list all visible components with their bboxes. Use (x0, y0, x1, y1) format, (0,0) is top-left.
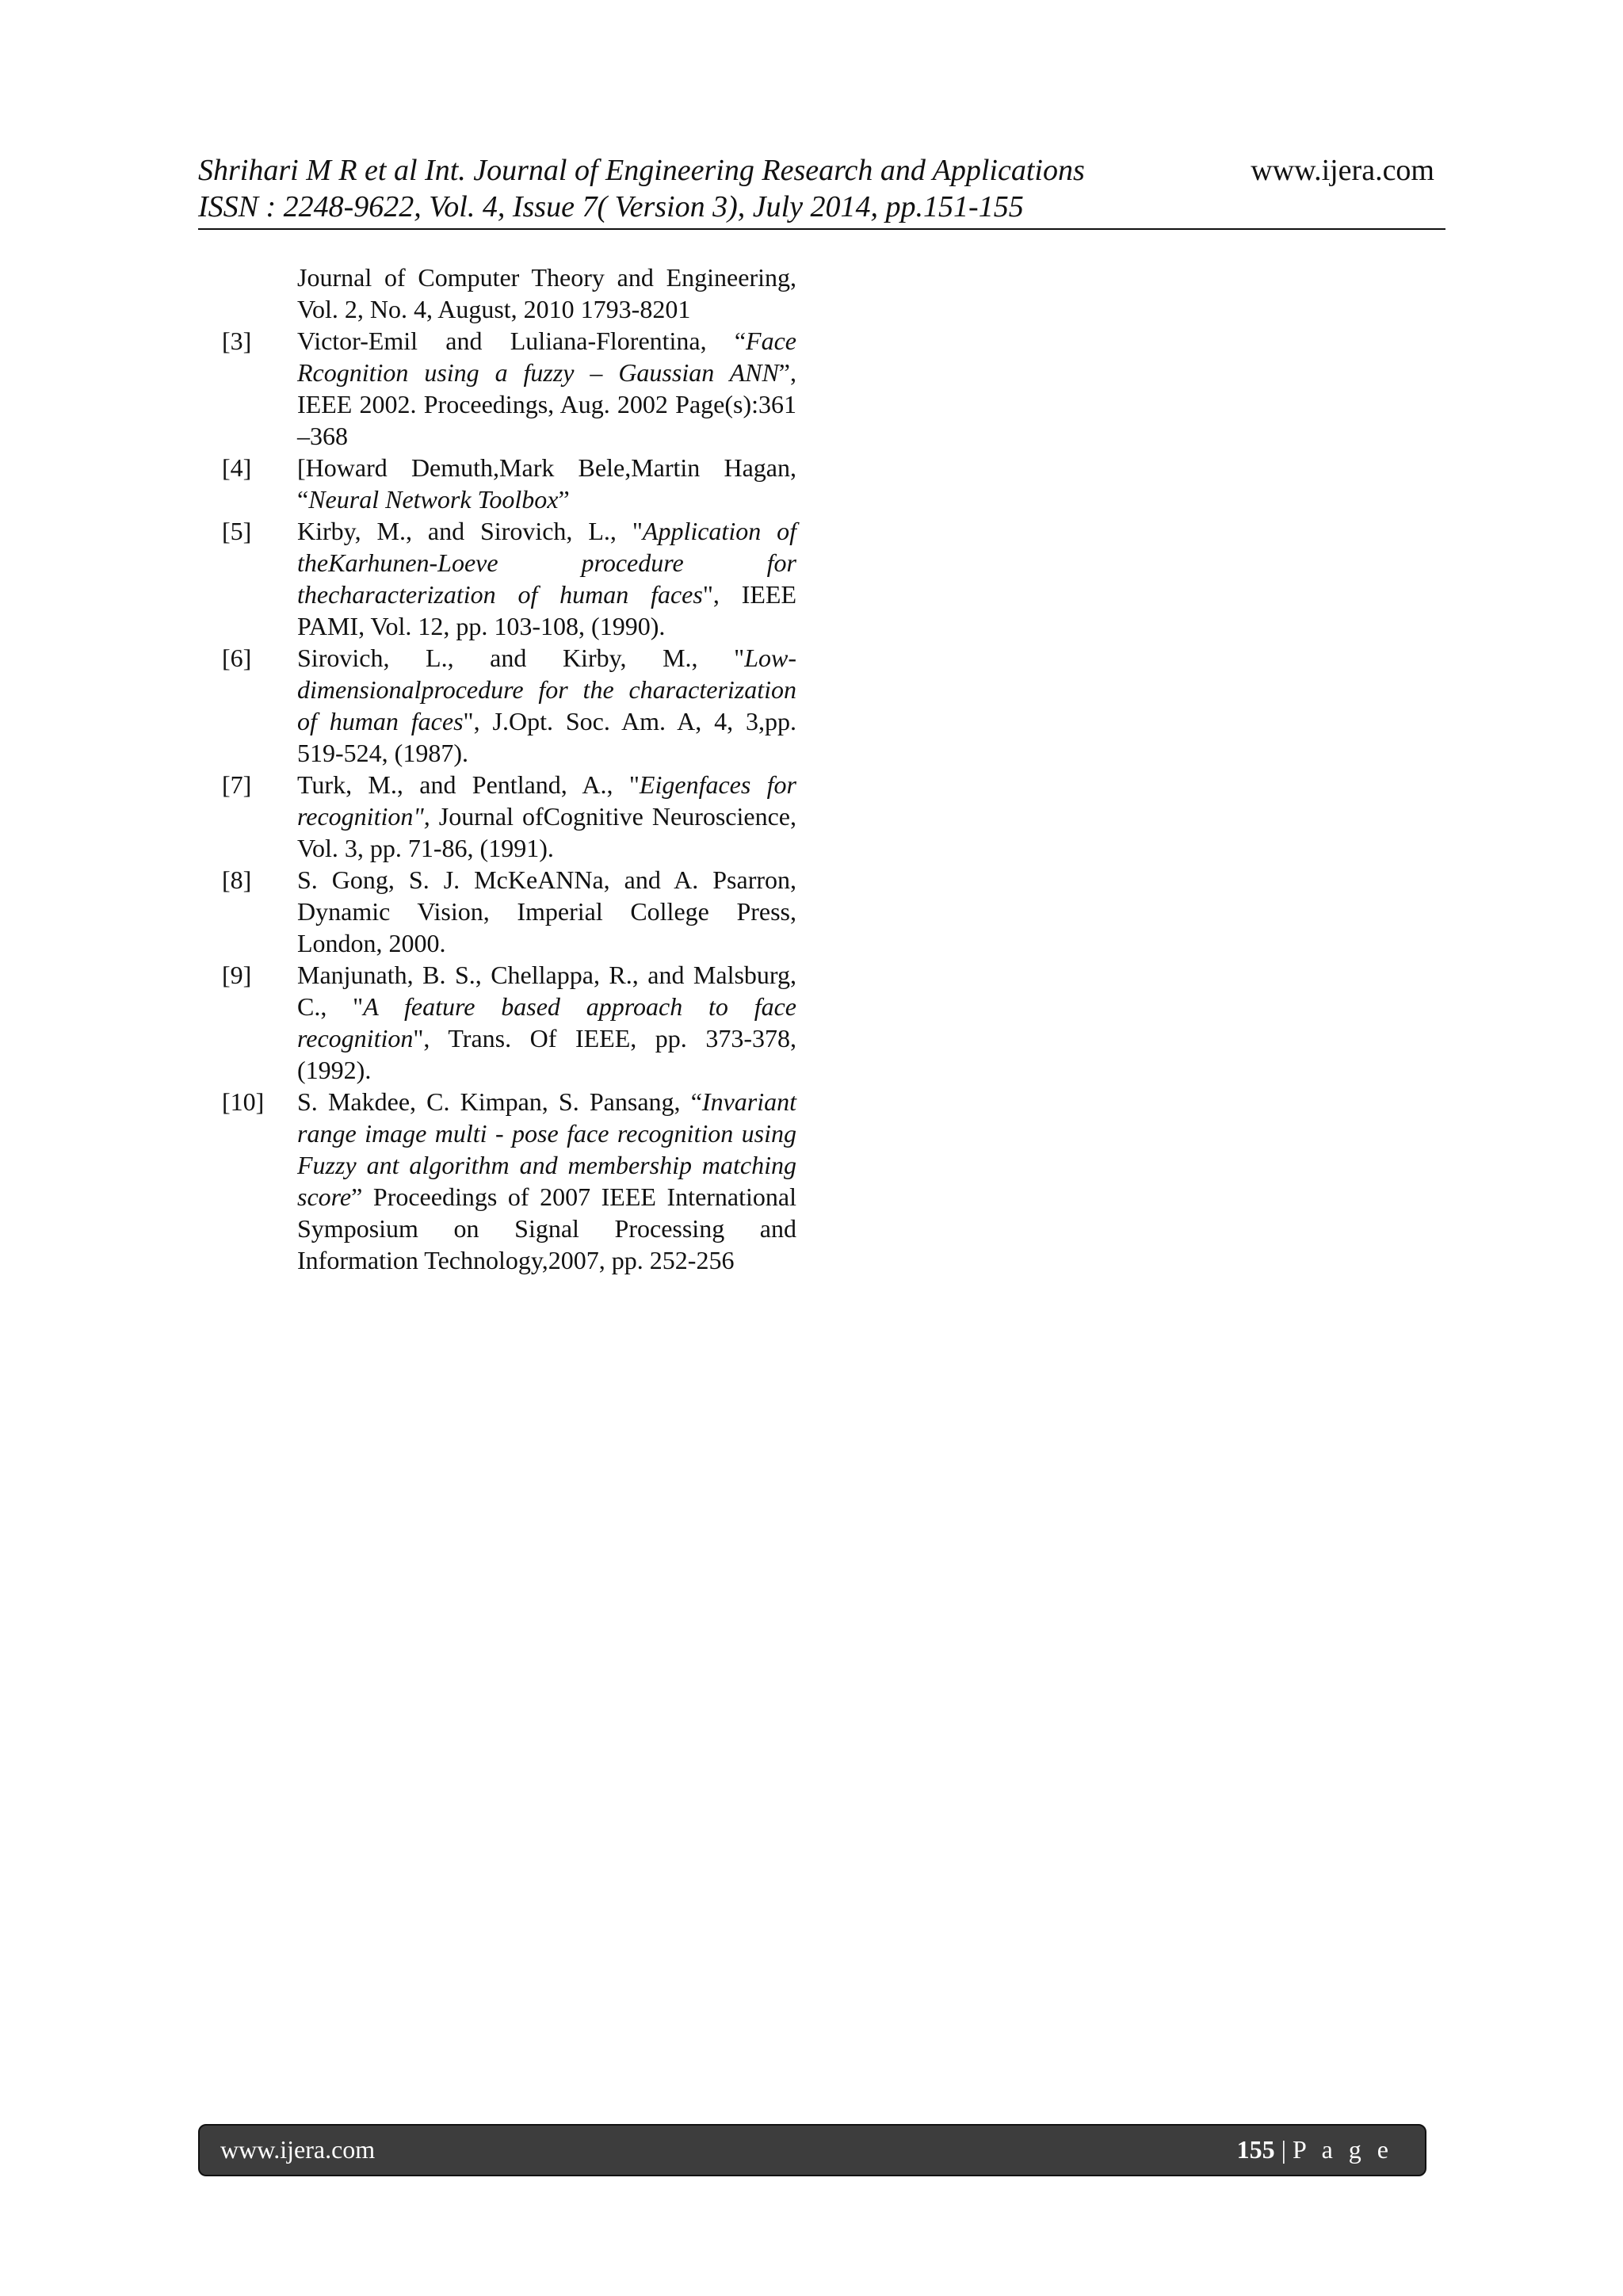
reference-item (222, 642, 796, 769)
footer-page-indicator (1237, 2135, 1393, 2164)
footer-url: www.ijera.com (220, 2135, 376, 2164)
reference-text: S. Makdee, C. Kimpan, S. Pansang, “Invariant range image multi - pose face recognition using Fuzzy ant algorithm and membership matching score” Proceedings of 2007 IEEE International Symposium on Signal Processing and Information Technology,2007, pp. 252-256 (297, 1087, 796, 1274)
reference-number: [8] (222, 865, 252, 894)
reference-continuation: Journal of Computer Theory and Engineering, Vol. 2, No. 4, August, 2010 1793-8201 (297, 263, 796, 323)
reference-title: Low-dimensionalprocedure for the characterization of human faces (297, 644, 796, 735)
reference-item (222, 515, 796, 642)
footer-separator: | (1274, 2135, 1293, 2164)
reference-number: [10] (222, 1087, 265, 1116)
reference-list (222, 262, 796, 1276)
reference-title: Invariant range image multi - pose face recognition using Fuzzy ant algorithm and membership matching score (297, 1087, 796, 1211)
reference-number: [4] (222, 453, 252, 482)
header-journal-line: Shrihari M R et al Int. Journal of Engineering Research and Applications (198, 154, 1085, 187)
reference-item (222, 1086, 796, 1276)
page-number: 155 (1236, 2135, 1275, 2164)
reference-text: Sirovich, L., and Kirby, M., "Low-dimensionalprocedure for the characterization of human faces", J.Opt. Soc. Am. A, 4, 3,pp. 519-524, (1987). (297, 644, 797, 767)
reference-item (222, 959, 796, 1086)
reference-item (222, 325, 796, 452)
reference-title: A feature based approach to face recognition (297, 992, 797, 1052)
reference-title: Eigenfaces for recognition", (297, 770, 797, 831)
reference-text: [Howard Demuth,Mark Bele,Martin Hagan, “Neural Network Toolbox” (297, 453, 796, 514)
reference-text: Victor-Emil and Luliana-Florentina, “Face Rcognition using a fuzzy – Gaussian ANN”, IEEE 2002. Proceedings, Aug. 2002 Page(s):361 –368 (297, 327, 796, 450)
page-footer (198, 2124, 1426, 2176)
reference-text: Manjunath, B. S., Chellappa, R., and Malsburg, C., "A feature based approach to face recognition", Trans. Of IEEE, pp. 373-378, (1992). (297, 961, 797, 1084)
reference-text: Kirby, M., and Sirovich, L., "Application of theKarhunen-Loeve procedure for thecharacterization of human faces", IEEE PAMI, Vol. 12, pp. 103-108, (1990). (297, 517, 797, 640)
reference-item (222, 452, 796, 515)
header-rule (198, 228, 1445, 230)
reference-text: Turk, M., and Pentland, A., "Eigenfaces for recognition", Journal ofCognitive Neuroscience, Vol. 3, pp. 71-86, (1991). (297, 770, 797, 862)
header-url: www.ijera.com (1251, 154, 1434, 187)
reference-number: [6] (222, 644, 252, 672)
reference-item (222, 769, 796, 864)
reference-title: Application of theKarhunen-Loeve procedure for thecharacterization of human faces (297, 517, 797, 609)
reference-title: Neural Network Toolbox (308, 485, 559, 514)
reference-number: [9] (222, 961, 252, 989)
reference-number: [7] (222, 770, 252, 799)
running-header (198, 152, 1445, 231)
header-issn-line: ISSN : 2248-9622, Vol. 4, Issue 7( Version 3), July 2014, pp.151-155 (198, 190, 1024, 223)
reference-text: S. Gong, S. J. McKeANNa, and A. Psarron, Dynamic Vision, Imperial College Press, London, 2000. (297, 865, 796, 957)
reference-number: [5] (222, 517, 252, 545)
page-label: P a g e (1292, 2135, 1393, 2164)
reference-number: [3] (222, 327, 252, 355)
reference-item (222, 864, 796, 959)
reference-title: Face Rcognition using a fuzzy – Gaussian ANN (297, 327, 796, 387)
